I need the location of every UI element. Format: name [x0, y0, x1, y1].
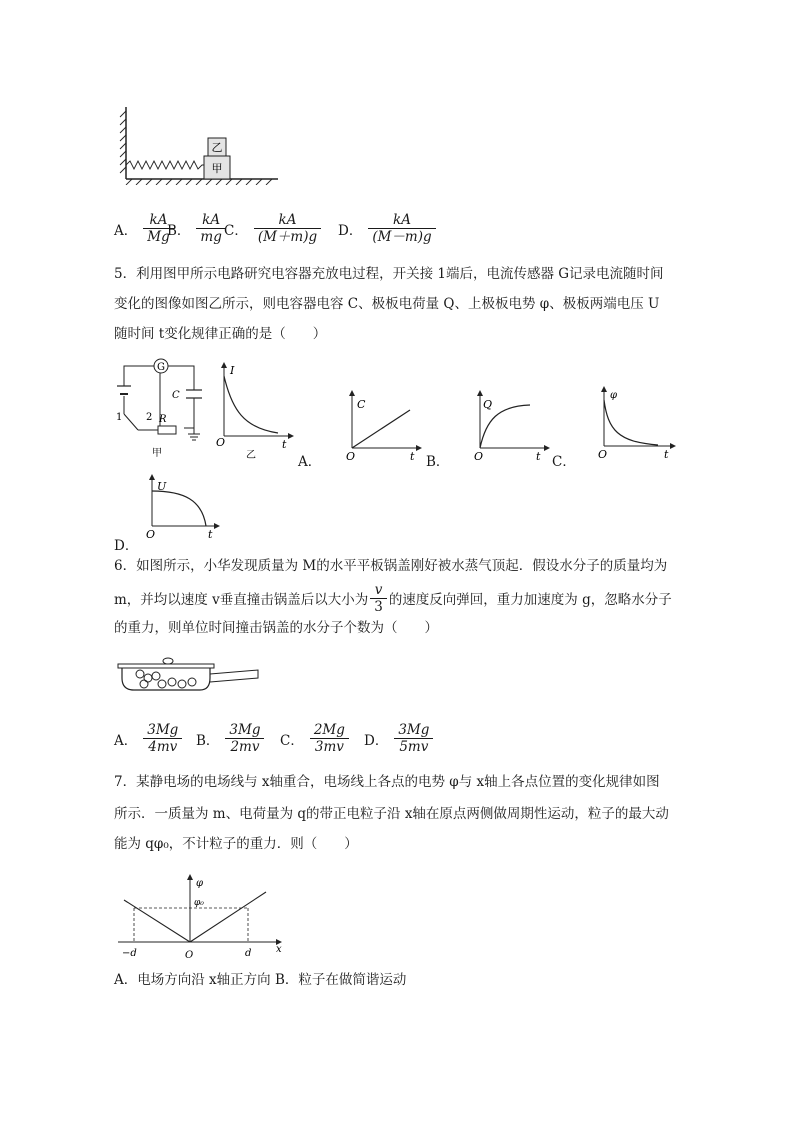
q6-option-c: C． $\frac{2Mg}{3mv}$ [280, 722, 351, 755]
q5-option-b-label: B． [426, 454, 450, 470]
q6-option-a: A． $\frac{3Mg}{4mv}$ [114, 722, 184, 755]
yi-y-label: I [230, 364, 235, 377]
b-x-label: t [536, 450, 541, 462]
d-y-label: U [157, 480, 167, 493]
q5-line-1: 5．利用图甲所示电路研究电容器充放电过程，开关接 1端后，电流传感器 G记录电流随时间 [114, 266, 664, 282]
current-graph [214, 362, 294, 462]
capacitor-label: C [172, 390, 180, 401]
b-origin-label: O [474, 450, 484, 462]
q7-line-2: 所示．一质量为 m、电荷量为 q的带正电粒子沿 x轴在原点两侧做周期性运动，粒子的最大动 [114, 806, 669, 822]
phi0-label: φ₀ [194, 898, 204, 908]
q4-option-d: D． $\frac{kA}{(M-m)g}$ [338, 212, 438, 245]
spring-block-figure [118, 105, 288, 185]
q5-option-d-graph [144, 474, 224, 540]
a-y-label: C [357, 398, 366, 411]
q4-option-c: C． $\frac{kA}{(M+m)g}$ [224, 212, 323, 245]
q5-option-a-label: A． [298, 454, 322, 470]
q4-option-a: A． $\frac{kA}{Mg}$ [114, 212, 176, 245]
q6-option-d: D． $\frac{3Mg}{5mv}$ [364, 722, 435, 755]
c-origin-label: O [598, 448, 608, 460]
block-yi-label: 乙 [211, 141, 223, 154]
switch-terminal-2: 2 [146, 412, 153, 423]
a-origin-label: O [346, 450, 356, 462]
yi-origin-label: O [216, 436, 226, 449]
q6-line-3: 的重力，则单位时间撞击锅盖的水分子个数为（ ） [114, 620, 438, 636]
q5-line-2: 变化的图像如图乙所示，则电容器电容 C、极板电荷量 Q、上极板电势 φ、极板两端电压 U [114, 296, 660, 312]
c-y-label: φ [610, 390, 618, 401]
a-x-label: t [410, 450, 415, 462]
q5-option-b-graph [472, 390, 552, 462]
neg-d-label: −d [122, 948, 137, 959]
circuit-caption: 甲 [152, 448, 162, 459]
pot-figure [116, 656, 260, 696]
phi-axis-label: φ [196, 878, 204, 889]
block-jia-label: 甲 [211, 162, 223, 175]
q6-line-2: m，并均以速度 v垂直撞击锅盖后以大小为 $\frac{v}{3}$ 的速度反向弹回，重力加速度为 g，忽略水分子 [114, 581, 672, 615]
resistor-label: R [159, 414, 167, 425]
q6-option-b: B． $\frac{3Mg}{2mv}$ [196, 722, 266, 755]
q7-options-line: A．电场方向沿 x轴正方向 B．粒子在做简谐运动 [114, 972, 407, 988]
d-origin-label: O [146, 528, 156, 540]
yi-caption: 乙 [246, 450, 256, 461]
q5-option-d-label: D． [114, 538, 139, 554]
circuit-figure [112, 356, 212, 460]
yi-x-label: t [282, 438, 287, 451]
x-axis-label: x [276, 944, 282, 955]
d-x-label: t [208, 528, 213, 540]
q4-option-b: B． $\frac{kA}{mg}$ [167, 212, 228, 245]
galvanometer-label: G [157, 362, 165, 373]
d-label: d [245, 948, 252, 959]
v-over-3-fraction: $\frac{v}{3}$ [370, 582, 387, 615]
origin-label: O [185, 950, 194, 961]
q5-option-c-label: C． [552, 454, 576, 470]
q5-option-c-graph [598, 386, 678, 460]
c-x-label: t [664, 448, 669, 460]
potential-graph [116, 874, 288, 962]
q7-line-3: 能为 qφ₀，不计粒子的重力．则（ ） [114, 836, 358, 852]
b-y-label: Q [483, 398, 493, 411]
q6-line-1: 6．如图所示，小华发现质量为 M的水平平板锅盖刚好被水蒸气顶起．假设水分子的质量均为 [114, 558, 668, 574]
q5-line-3: 随时间 t变化规律正确的是（ ） [114, 326, 327, 342]
q7-line-1: 7．某静电场的电场线与 x轴重合，电场线上各点的电势 φ与 x轴上各点位置的变化规律如图 [114, 774, 660, 790]
switch-terminal-1: 1 [116, 412, 123, 423]
q5-option-a-graph [344, 390, 424, 462]
